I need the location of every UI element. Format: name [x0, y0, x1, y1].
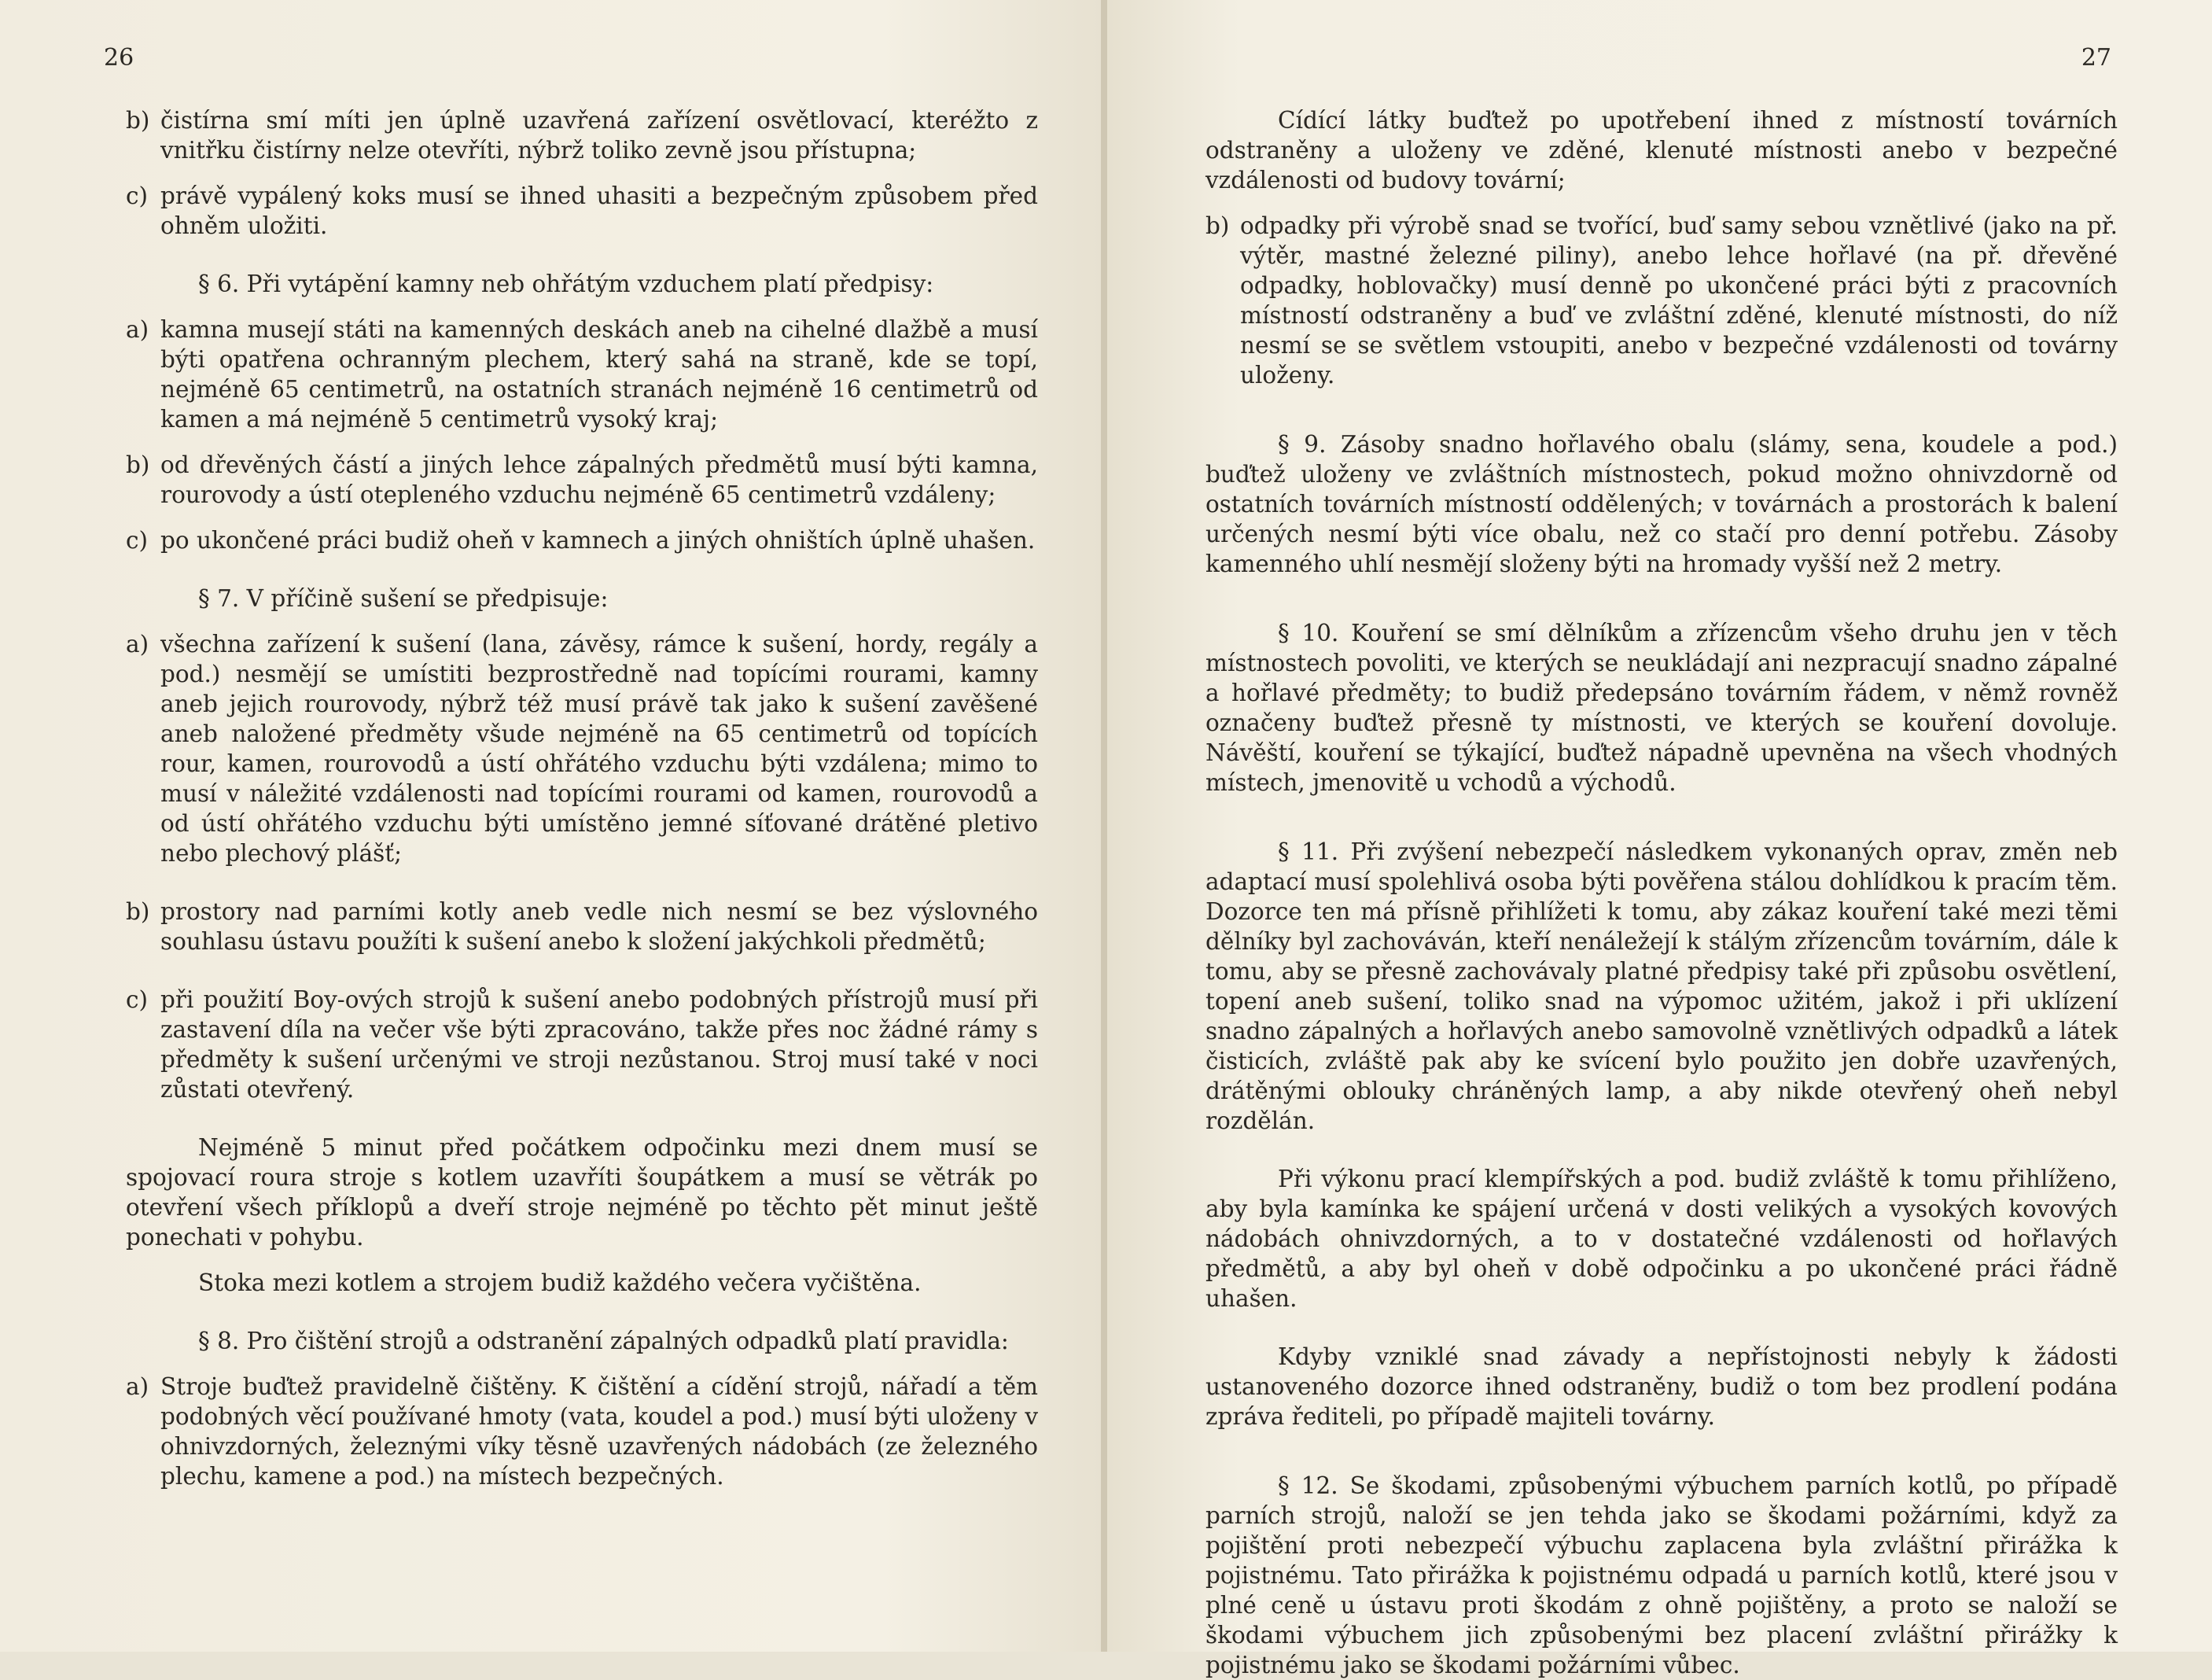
- list-item: [126, 450, 1038, 510]
- item-text: při použití Boy-ových strojů k sušení anebo podobných přístrojů musí při zastavení díla na večer vše býti zpracováno, takže přes noc žádné rámy s předměty k sušení určenými ve stroji nezůstanou. Stroj musí také v noci zůstati otevřený.: [160, 986, 1038, 1103]
- item-label: a): [126, 631, 149, 658]
- section-9: § 9. Zásoby snadno hořlavého obalu (slámy, sena, koudele a pod.) buďtež uloženy ve zvláštních místnostech, pokud možno ohnivzdorně od ostatních továrních místností oddělených; v továrnách a prostorách k balení určených nesmí býti více obalu, než co stačí pro denní potřebu. Zásoby kamenného uhlí nesmějí složeny býti na hromady vyšší než 2 metry.: [1205, 431, 2118, 577]
- list-item: [126, 985, 1038, 1104]
- list-item: [126, 181, 1038, 241]
- left-text-column: [126, 105, 1038, 1491]
- list-item: [126, 1372, 1038, 1491]
- item-text: po ukončené práci budiž oheň v kamnech a jiných ohništích úplně uhašen.: [160, 527, 1036, 554]
- item-text: všechna zařízení k sušení (lana, závěsy, rámce k sušení, hordy, regály a pod.) nesmějí se umístiti bezprostředně nad topícími rourami, kamny aneb jejich rourovody, nýbrž též musí právě tak jako k sušení zavěšené aneb naložené předměty všude nejméně na 65 centimetrů od topících rour, kamen, rourovodů a ústí ohřátého vzduchu býti vzdálena; mimo to musí v náležité vzdálenosti nad topícími rourami od kamen, rourovodů a od ústí ohřátého vzduchu býti umístěno jemné síťované drátěné pletivo nebo plechový plášť;: [160, 631, 1038, 867]
- item-text: kamna musejí státi na kamenných deskách aneb na cihelné dlažbě a musí býti opatřena ochranným plechem, který sahá na straně, kde se topí, nejméně 65 centimetrů, na ostatních stranách nejméně 16 centimetrů od kamen a má nejméně 5 centimetrů vysoký kraj;: [160, 316, 1038, 433]
- item-label: b): [126, 107, 150, 134]
- list-item: [126, 629, 1038, 868]
- paragraph: Nejméně 5 minut před počátkem odpočinku mezi dnem musí se spojovací roura stroje s kotlem uzavříti šoupátkem a musí se větrák po otevření všech příklopů a dveří stroje nejméně po těchto pět minut ještě ponechati v pohybu.: [126, 1134, 1038, 1251]
- paragraph: Kdyby vzniklé snad závady a nepřístojnosti nebyly k žádosti ustanoveného dozorce ihned odstraněny, budiž o tom bez prodlení podána zpráva řediteli, po případě majiteli továrny.: [1205, 1343, 2118, 1430]
- paragraph: Cídící látky buďtež po upotřebení ihned z místností továrních odstraněny a uloženy ve zděné, klenuté místnosti anebo v bezpečné vzdálenosti od budovy tovární;: [1205, 107, 2118, 193]
- right-text-column: [1205, 105, 2118, 1680]
- item-label: b): [126, 451, 150, 478]
- paragraph: Při výkonu prací klempířských a pod. budiž zvláště k tomu přihlíženo, aby byla kamínka ke spájení určená v dosti velikých a vysokých kovových nádobách ohnivzdorných, a to v dostatečné vzdálenosti od hořlavých předmětů, a aby byl oheň v době odpočinku a po ukončené práci řádně uhašen.: [1205, 1166, 2118, 1312]
- item-label: a): [126, 316, 149, 343]
- section-11: § 11. Při zvýšení nebezpečí následkem vykonaných oprav, změn neb adaptací musí spolehlivá osoba býti pověřena stálou dohlídkou k pracím těm. Dozorce ten má přísně přihlížeti k tomu, aby zákaz kouření také mezi těmi dělníky byl zachováván, kteří nenáležejí k stálým zřízencům továrním, dále k tomu, aby se přesně zachovávaly platné předpisy také při způsobu osvětlení, topení aneb sušení, toliko snad na výpomoc užitém, jakož i při uklízení snadno zápalných a hořlavých anebo samovolně vznětlivých odpadků a látek čisticích, zvláště pak aby ke svícení bylo použito jen dobře uzavřených, drátěnými oblouky chráněných lamp, a aby nikde otevřený oheň nebyl rozdělán.: [1205, 838, 2118, 1134]
- item-label: c): [126, 527, 149, 554]
- item-text: prostory nad parními kotly aneb vedle nich nesmí se bez výslovného souhlasu ústavu použíti k sušení anebo k složení jakýchkoli předmětů;: [160, 898, 1038, 955]
- section-8-intro: § 8. Pro čištění strojů a odstranění zápalných odpadků platí pravidla:: [198, 1328, 1009, 1354]
- item-text: od dřevěných částí a jiných lehce zápalných předmětů musí býti kamna, rourovody a ústí otepleného vzduchu nejméně 65 centimetrů vzdáleny;: [160, 451, 1038, 508]
- left-page: [0, 0, 1101, 1652]
- section-10: § 10. Kouření se smí dělníkům a zřízencům všeho druhu jen v těch místnostech povoliti, ve kterých se neukládají ani nezpracují snadno zápalné a hořlavé předměty; to budiž předepsáno továrním řádem, v němž rovněž označeny buďtež přesně ty místnosti, ve kterých se kouření dovoluje. Návěští, kouření se týkající, buďtež nápadně upevněna na všech vhodných místech, jmenovitě u vchodů a východů.: [1205, 620, 2118, 796]
- item-label: b): [126, 898, 150, 925]
- list-item: [126, 315, 1038, 434]
- item-text: Stroje buďtež pravidelně čištěny. K čištění a cídění strojů, nářadí a těm podobných věcí používané hmoty (vata, koudel a pod.) musí býti uloženy v ohnivzdorných, železnými víky těsně uzavřených nádobách (ze železného plechu, kamene a pod.) na místech bezpečných.: [160, 1373, 1038, 1490]
- page-number: 27: [2081, 44, 2111, 72]
- section-12: § 12. Se škodami, způsobenými výbuchem parních kotlů, po případě parních strojů, naloží se jen tehda jako se škodami požárními, když za pojištění proti nebezpečí výbuchu zaplacena byla zvláštní přirážka k pojistnému. Tato přirážka k pojistnému odpadá u parních kotlů, které jsou v plné ceně u ústavu proti škodám z ohně pojištěny, a proto se naloží se škodami výbuchem jich způsobenými bez placení zvláštní přirážky k pojistnému jako se škodami požárními vůbec.: [1205, 1472, 2118, 1678]
- section-7-intro: § 7. V příčině sušení se předpisuje:: [198, 585, 609, 612]
- list-item: [126, 105, 1038, 165]
- item-label: c): [126, 182, 149, 209]
- book-gutter: [1101, 0, 1107, 1652]
- item-label: c): [126, 986, 149, 1013]
- item-label: a): [126, 1373, 149, 1400]
- list-item: [126, 525, 1038, 555]
- page-number: 26: [104, 44, 134, 72]
- item-text: právě vypálený koks musí se ihned uhasiti a bezpečným způsobem před ohněm uložiti.: [160, 182, 1038, 239]
- item-text: čistírna smí míti jen úplně uzavřená zařízení osvětlovací, kteréžto z vnitřku čistírny nelze otevříti, nýbrž toliko zevně jsou přístupna;: [160, 107, 1038, 164]
- right-page: [1107, 0, 2212, 1678]
- section-6-intro: § 6. Při vytápění kamny neb ohřátým vzduchem platí předpisy:: [198, 271, 934, 297]
- item-text: odpadky při výrobě snad se tvořící, buď samy sebou vznětlivé (jako na př. výtěr, mastné železné piliny), anebo lehce hořlavé (na př. dřevěné odpadky, hoblovačky) musí denně po ukončené práci býti z pracovních místností odstraněny a buď ve zvláštní zděné, klenuté místnosti, do níž nesmí se se světlem vstoupiti, anebo v bezpečné vzdálenosti od továrny uloženy.: [1240, 212, 2118, 389]
- paragraph: Stoka mezi kotlem a strojem budiž každého večera vyčištěna.: [198, 1269, 922, 1296]
- list-item: [1205, 211, 2118, 390]
- list-item: [126, 897, 1038, 956]
- item-label: b): [1205, 212, 1230, 239]
